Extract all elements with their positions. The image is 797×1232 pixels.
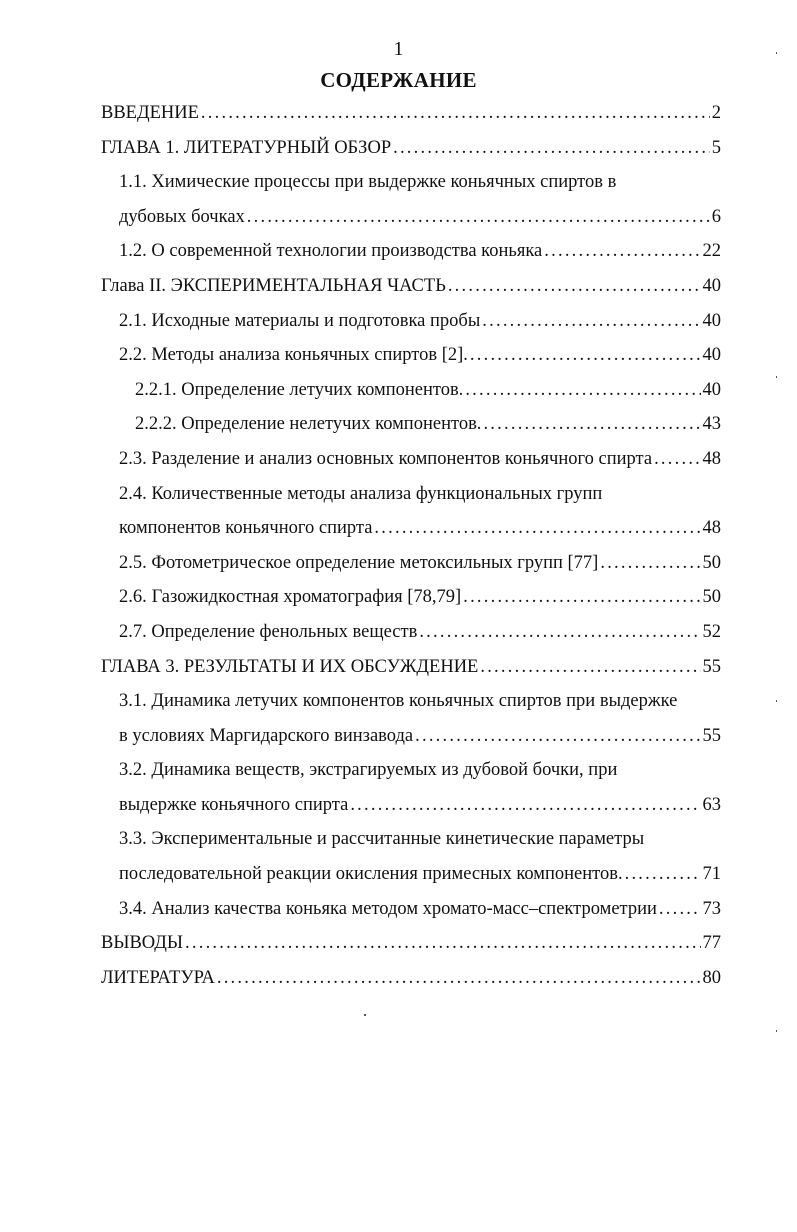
scan-speck (364, 1014, 366, 1016)
toc-entry-1-2[interactable]: 1.2. О современной технологии производства коньяка . . . 22 (101, 234, 721, 269)
toc-entry-3-4[interactable]: 3.4. Анализ качества коньяка методом хромато-масс–спектрометрии . . . 73 (101, 892, 721, 927)
scan-speck (776, 52, 777, 54)
toc-title: СОДЕРЖАНИЕ (320, 68, 477, 92)
toc-entry-2-2-1[interactable]: 2.2.1. Определение летучих компонентов. . . . 40 (101, 373, 721, 408)
toc-entry-2-4[interactable]: 2.4. Количественные методы анализа функциональных групп (119, 483, 603, 504)
toc-entry-conclusions[interactable]: ВЫВОДЫ . . . 77 (101, 926, 721, 961)
page-number: 1 (393, 38, 404, 60)
toc-entry-2-1[interactable]: 2.1. Исходные материалы и подготовка пробы . . . 40 (101, 304, 721, 339)
scan-speck (776, 376, 777, 378)
toc-entry-2-5[interactable]: 2.5. Фотометрическое определение метоксильных групп [77] . . . 50 (101, 546, 721, 581)
toc-entry-3-3[interactable]: 3.3. Экспериментальные и рассчитанные кинетические параметры (119, 829, 645, 850)
toc-entry-references[interactable]: ЛИТЕРАТУРА . . . 80 (101, 961, 721, 996)
scan-speck (776, 700, 777, 702)
toc-entry-2-3[interactable]: 2.3. Разделение и анализ основных компонентов коньячного спирта . . . 48 (101, 442, 721, 477)
toc-entry-3-1[interactable]: 3.1. Динамика летучих компонентов коньячных спиртов при выдержке (119, 691, 678, 712)
toc-entry-2-2-2[interactable]: 2.2.2. Определение нелетучих компонентов. . . . 43 (101, 407, 721, 442)
toc-entry-3-3-cont[interactable]: последовательной реакции окисления примесных компонентов. . . . 71 (101, 857, 721, 892)
toc-entry-chapter-2[interactable]: Глава II. ЭКСПЕРИМЕНТАЛЬНАЯ ЧАСТЬ . . . 40 (101, 269, 721, 304)
toc-entry-3-2[interactable]: 3.2. Динамика веществ, экстрагируемых из дубовой бочки, при (119, 760, 618, 781)
toc-entry-3-2-cont[interactable]: выдержке коньячного спирта . . . 63 (101, 788, 721, 823)
table-of-contents (101, 96, 721, 995)
toc-entry-1-1-cont[interactable]: дубовых бочках . . . 6 (101, 200, 721, 235)
toc-entry-3-1-cont[interactable]: в условиях Маргидарского винзавода . . . 55 (101, 719, 721, 754)
toc-entry-2-7[interactable]: 2.7. Определение фенольных веществ . . . 52 (101, 615, 721, 650)
scan-speck (776, 1030, 777, 1032)
toc-entry-2-6[interactable]: 2.6. Газожидкостная хроматография [78,79] . . . 50 (101, 580, 721, 615)
toc-entry-chapter-3[interactable]: ГЛАВА 3. РЕЗУЛЬТАТЫ И ИХ ОБСУЖДЕНИЕ . . . 55 (101, 650, 721, 685)
toc-entry-1-1[interactable]: 1.1. Химические процессы при выдержке коньячных спиртов в (119, 172, 617, 193)
toc-entry-chapter-1[interactable]: ГЛАВА 1. ЛИТЕРАТУРНЫЙ ОБЗОР . . . 5 (101, 131, 721, 166)
toc-entry-2-2[interactable]: 2.2. Методы анализа коньячных спиртов [2]. . . . 40 (101, 338, 721, 373)
toc-entry-introduction[interactable]: ВВЕДЕНИЕ . . . 2 (101, 96, 721, 131)
toc-entry-2-4-cont[interactable]: компонентов коньячного спирта . . . 48 (101, 511, 721, 546)
